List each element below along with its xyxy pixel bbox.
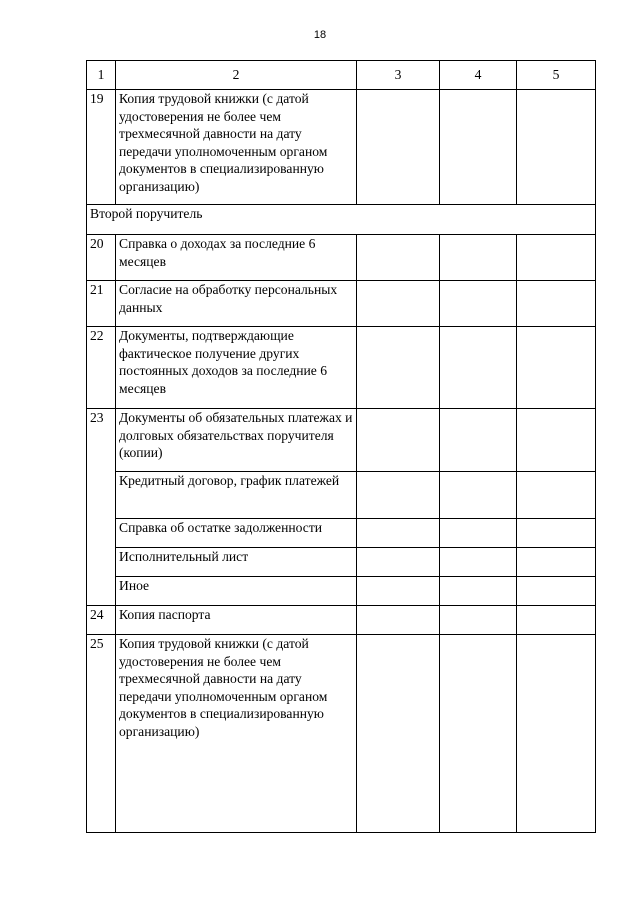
empty-cell — [517, 472, 596, 519]
empty-cell — [440, 472, 517, 519]
empty-cell — [517, 235, 596, 281]
empty-cell — [440, 548, 517, 577]
column-header: 3 — [357, 61, 440, 90]
row-description: Копия трудовой книжки (с датой удостоверения не более чем трехмесячной давности на дату передачи уполномоченным органом документов в специализированную организацию) — [116, 90, 357, 205]
empty-cell — [440, 409, 517, 472]
empty-cell — [357, 327, 440, 409]
row-description: Исполнительный лист — [116, 548, 357, 577]
row-description: Кредитный договор, график платежей — [116, 472, 357, 519]
empty-cell — [440, 281, 517, 327]
empty-cell — [517, 548, 596, 577]
row-description: Иное — [116, 577, 357, 606]
empty-cell — [517, 90, 596, 205]
empty-cell — [357, 472, 440, 519]
table-row — [87, 548, 596, 577]
column-header: 5 — [517, 61, 596, 90]
table-row — [87, 606, 596, 635]
empty-cell — [357, 90, 440, 205]
empty-cell — [357, 548, 440, 577]
empty-cell — [517, 281, 596, 327]
table-row — [87, 281, 596, 327]
table-row — [87, 635, 596, 833]
empty-cell — [440, 577, 517, 606]
table-row — [87, 327, 596, 409]
empty-cell — [440, 606, 517, 635]
row-description: Копия паспорта — [116, 606, 357, 635]
row-number: 22 — [87, 327, 116, 409]
row-description: Справка о доходах за последние 6 месяцев — [116, 235, 357, 281]
empty-cell — [357, 235, 440, 281]
empty-cell — [440, 235, 517, 281]
column-header: 1 — [87, 61, 116, 90]
documents-table — [86, 60, 596, 833]
empty-cell — [517, 519, 596, 548]
row-number: 24 — [87, 606, 116, 635]
table-row — [87, 90, 596, 205]
empty-cell — [440, 519, 517, 548]
table-row — [87, 235, 596, 281]
section-title: Второй поручитель — [87, 205, 596, 235]
table-row — [87, 519, 596, 548]
row-description: Копия трудовой книжки (с датой удостоверения не более чем трехмесячной давности на дату передачи уполномоченным органом документов в специализированную организацию) — [116, 635, 357, 833]
row-number: 21 — [87, 281, 116, 327]
row-description: Документы, подтверждающие фактическое получение других постоянных доходов за последние 6 месяцев — [116, 327, 357, 409]
row-number: 19 — [87, 90, 116, 205]
section-row — [87, 205, 596, 235]
empty-cell — [357, 606, 440, 635]
row-description: Справка об остатке задолженности — [116, 519, 357, 548]
empty-cell — [517, 577, 596, 606]
row-number: 25 — [87, 635, 116, 833]
empty-cell — [517, 327, 596, 409]
empty-cell — [357, 281, 440, 327]
row-number: 23 — [87, 409, 116, 606]
column-header: 4 — [440, 61, 517, 90]
table-row — [87, 472, 596, 519]
empty-cell — [517, 606, 596, 635]
empty-cell — [440, 635, 517, 833]
table-header-row — [87, 61, 596, 90]
page-number: 18 — [313, 29, 327, 41]
empty-cell — [517, 409, 596, 472]
row-number: 20 — [87, 235, 116, 281]
empty-cell — [357, 577, 440, 606]
empty-cell — [357, 409, 440, 472]
table-row — [87, 577, 596, 606]
row-description: Документы об обязательных платежах и долговых обязательствах поручителя (копии) — [116, 409, 357, 472]
column-header: 2 — [116, 61, 357, 90]
empty-cell — [357, 519, 440, 548]
row-description: Согласие на обработку персональных данных — [116, 281, 357, 327]
empty-cell — [440, 90, 517, 205]
table-row — [87, 409, 596, 472]
empty-cell — [517, 635, 596, 833]
empty-cell — [440, 327, 517, 409]
empty-cell — [357, 635, 440, 833]
